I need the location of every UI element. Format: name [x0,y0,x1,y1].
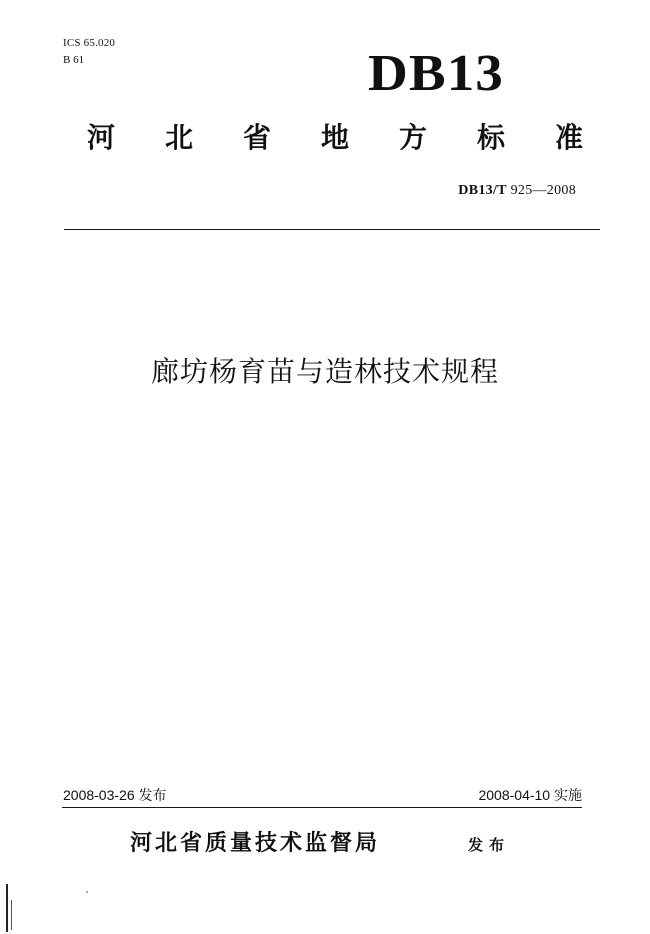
issuing-authority: 河北省质量技术监督局 [130,831,381,856]
issue-date: 2008-03-26 发布 [63,787,167,803]
document-title: 廊坊杨育苗与造林技术规程 [150,355,499,388]
standard-type-char: 标 [476,121,505,154]
scan-edge-mark [11,900,12,930]
standard-code-logo: DB13 [368,45,504,102]
issuing-authority-suffix: 发布 [468,836,511,854]
standard-type-char: 地 [320,121,349,154]
standard-number-value: 925—2008 [510,183,576,198]
implementation-date: 2008-04-10 实施 [478,787,582,803]
standard-type-char: 北 [164,121,193,154]
standard-type-char: 方 [398,121,427,154]
scan-edge-mark [6,884,8,932]
standard-type-char: 准 [554,121,583,154]
standard-type-char: 河 [86,121,115,154]
classification-code: B 61 [63,54,85,66]
scan-speck [86,891,88,893]
standard-number [458,182,576,200]
standard-type-char: 省 [242,121,271,154]
ics-code: ICS 65.020 [63,37,116,49]
standard-number-prefix: DB13/T [458,183,507,198]
standard-type-heading [85,118,585,158]
header-divider [64,229,600,230]
footer-divider [62,807,582,808]
